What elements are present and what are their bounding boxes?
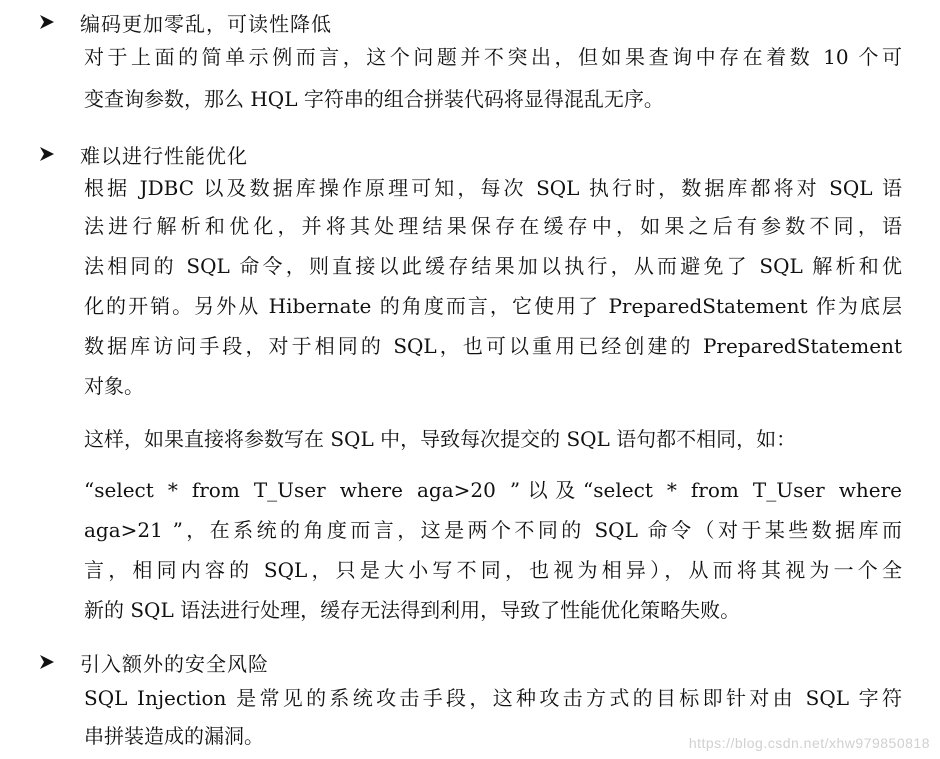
paragraph-line: 变查询参数，那么 HQL 字符串的组合拼装代码将显得混乱无序。 bbox=[84, 87, 664, 111]
paragraph-line: SQL Injection 是常见的系统攻击手段，这种攻击方式的目标即针对由 SQL 字符 bbox=[84, 686, 902, 710]
section-heading bbox=[38, 6, 332, 38]
paragraph-line: 根据 JDBC 以及数据库操作原理可知，每次 SQL 执行时，数据库都将对 SQL 语 bbox=[84, 176, 902, 200]
paragraph-line: 新的 SQL 语法进行处理，缓存无法得到利用，导致了性能优化策略失败。 bbox=[84, 598, 741, 622]
paragraph-line: 法进行解析和优化，并将其处理结果保存在缓存中，如果之后有参数不同，语 bbox=[84, 214, 902, 238]
arrowhead-bullet-icon bbox=[38, 144, 56, 164]
paragraph-line: 串拼装造成的漏洞。 bbox=[84, 724, 264, 748]
paragraph-line: 化的开销。另外从 Hibernate 的角度而言，它使用了 PreparedStatement 作为底层 bbox=[84, 294, 902, 318]
arrowhead-bullet-icon bbox=[38, 652, 56, 672]
arrowhead-bullet-icon bbox=[38, 12, 56, 32]
paragraph-line: 对于上面的简单示例而言，这个问题并不突出，但如果查询中存在着数 10 个可 bbox=[84, 45, 902, 69]
section-heading bbox=[38, 138, 248, 170]
watermark-url: https://blog.csdn.net/xhw979850818 bbox=[688, 735, 930, 751]
paragraph-line: 言，相同内容的 SQL，只是大小写不同，也视为相异），从而将其视为一个全 bbox=[84, 558, 902, 582]
section-heading-text: 引入额外的安全风险 bbox=[80, 651, 269, 676]
section-heading bbox=[38, 646, 269, 678]
paragraph-line: 这样，如果直接将参数写在 SQL 中，导致每次提交的 SQL 语句都不相同，如： bbox=[84, 427, 797, 451]
paragraph-line: 法相同的 SQL 命令，则直接以此缓存结果加以执行，从而避免了 SQL 解析和优 bbox=[84, 254, 902, 278]
paragraph-line: aga>21 ”，在系统的角度而言，这是两个不同的 SQL 命令（对于某些数据库而 bbox=[84, 518, 902, 542]
section-heading-text: 难以进行性能优化 bbox=[80, 143, 248, 168]
paragraph-line: “select * from T_User where aga>20 ”以及“select * from T_User where bbox=[84, 478, 902, 502]
paragraph-line: 对象。 bbox=[84, 374, 144, 398]
paragraph-line: 数据库访问手段，对于相同的 SQL，也可以重用已经创建的 PreparedStatement bbox=[84, 334, 902, 358]
section-heading-text: 编码更加零乱，可读性降低 bbox=[80, 11, 332, 36]
